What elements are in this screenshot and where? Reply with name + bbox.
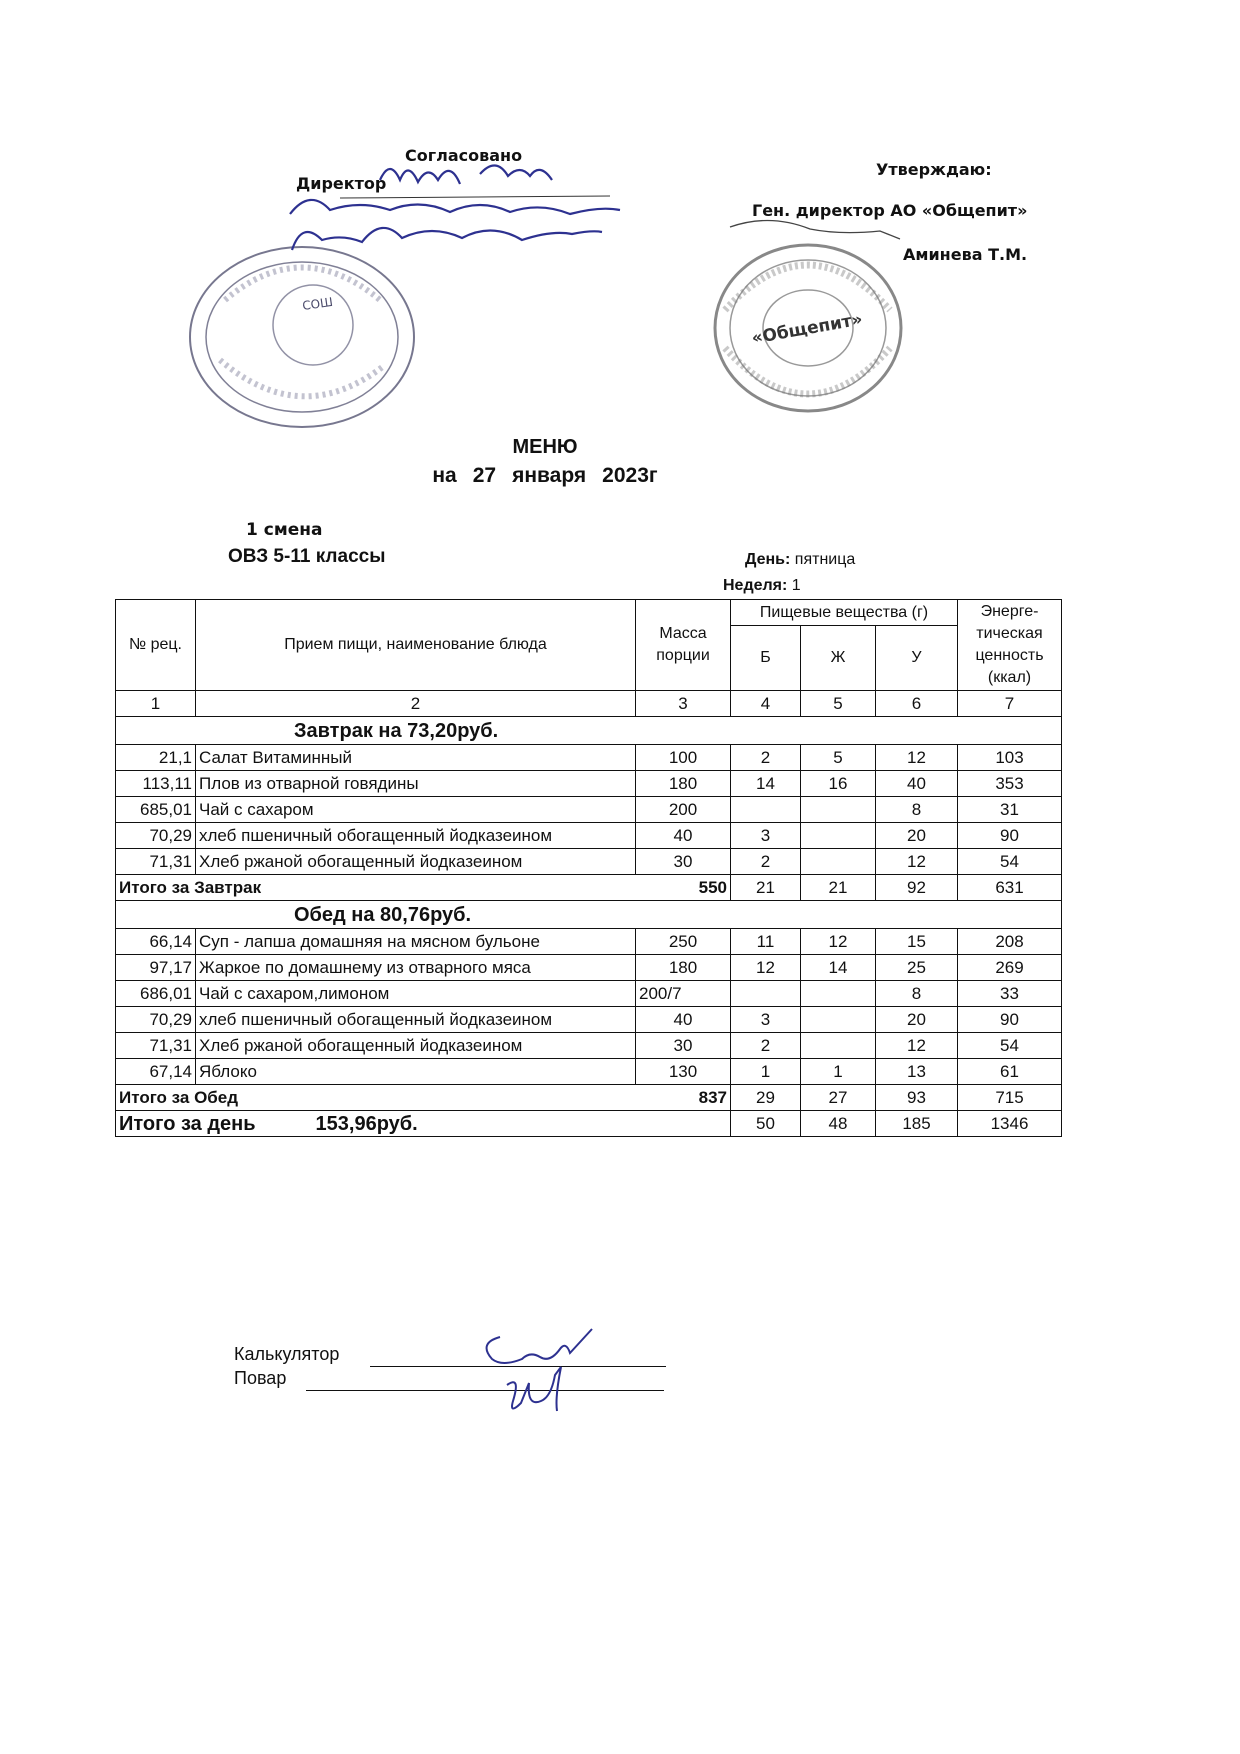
header-energy: Энерге-тическая ценность (ккал)	[958, 600, 1062, 691]
stamp-right-text: «Общепит»	[750, 309, 865, 349]
mass-cell: 180	[636, 955, 731, 981]
fat-cell	[801, 849, 876, 875]
calculator-label: Калькулятор	[234, 1344, 340, 1364]
mass-cell: 40	[636, 823, 731, 849]
kcal-cell: 208	[958, 929, 1062, 955]
kcal-cell: 269	[958, 955, 1062, 981]
breakfast-section-row	[116, 717, 1062, 745]
gen-director-label: Ген. директор АО «Общепит»	[752, 201, 1028, 220]
mass-cell: 30	[636, 849, 731, 875]
cook-label: Повар	[234, 1368, 287, 1388]
fat-cell	[801, 797, 876, 823]
dish-name-cell: Жаркое по домашнему из отварного мяса	[196, 955, 636, 981]
day-total-u: 185	[876, 1111, 958, 1137]
lunch-item-row	[116, 1033, 1062, 1059]
mass-cell: 130	[636, 1059, 731, 1085]
rec-cell: 70,29	[116, 823, 196, 849]
breakfast-total-u: 92	[876, 875, 958, 901]
kcal-cell: 61	[958, 1059, 1062, 1085]
mass-cell: 200	[636, 797, 731, 823]
lunch-item-row	[116, 929, 1062, 955]
header-name: Прием пищи, наименование блюда	[196, 600, 636, 691]
breakfast-total-zh: 21	[801, 875, 876, 901]
dish-name-cell: хлеб пшеничный обогащенный йодказеином	[196, 823, 636, 849]
day-total-label: Итого за день	[119, 1112, 256, 1135]
carb-cell: 15	[876, 929, 958, 955]
group-label: ОВЗ 5-11 классы	[228, 546, 386, 567]
rec-cell: 685,01	[116, 797, 196, 823]
lunch-total-label: Итого за Обед	[116, 1085, 636, 1111]
lunch-total-u: 93	[876, 1085, 958, 1111]
date-year: 2023г	[602, 464, 658, 487]
carb-cell: 13	[876, 1059, 958, 1085]
rec-cell: 21,1	[116, 745, 196, 771]
fat-cell	[801, 823, 876, 849]
header-mass: Масса порции	[636, 600, 731, 691]
breakfast-total-label: Итого за Завтрак	[116, 875, 636, 901]
carb-cell: 25	[876, 955, 958, 981]
header-b: Б	[731, 626, 801, 691]
cook-signature	[495, 1365, 605, 1430]
lunch-total-kcal: 715	[958, 1085, 1062, 1111]
carb-cell: 8	[876, 797, 958, 823]
rec-cell: 97,17	[116, 955, 196, 981]
protein-cell: 12	[731, 955, 801, 981]
rec-cell: 70,29	[116, 1007, 196, 1033]
menu-table	[115, 599, 1062, 1137]
mass-cell: 40	[636, 1007, 731, 1033]
carb-cell: 20	[876, 823, 958, 849]
dish-name-cell: Плов из отварной говядины	[196, 771, 636, 797]
lunch-item-row	[116, 955, 1062, 981]
day-total-b: 50	[731, 1111, 801, 1137]
header-nutrients: Пищевые вещества (г)	[731, 600, 958, 626]
breakfast-item-row	[116, 771, 1062, 797]
header-row	[116, 600, 1062, 626]
obshchepit-stamp	[710, 240, 910, 420]
lunch-total-row	[116, 1085, 1062, 1111]
menu-heading: МЕНЮ	[512, 436, 578, 458]
carb-cell: 40	[876, 771, 958, 797]
kcal-cell: 103	[958, 745, 1062, 771]
protein-cell	[731, 981, 801, 1007]
day-total-zh: 48	[801, 1111, 876, 1137]
breakfast-item-row	[116, 797, 1062, 823]
day-field	[745, 551, 855, 569]
protein-cell: 1	[731, 1059, 801, 1085]
breakfast-item-row	[116, 823, 1062, 849]
mass-cell: 100	[636, 745, 731, 771]
colnum: 3	[636, 691, 731, 717]
protein-cell: 11	[731, 929, 801, 955]
fat-cell	[801, 1033, 876, 1059]
kcal-cell: 54	[958, 1033, 1062, 1059]
day-label: День:	[745, 551, 791, 568]
date-day: 27	[472, 464, 497, 487]
dish-name-cell: Яблоко	[196, 1059, 636, 1085]
mass-cell: 200/7	[636, 981, 731, 1007]
breakfast-total-row	[116, 875, 1062, 901]
fat-cell	[801, 1007, 876, 1033]
lunch-item-row	[116, 981, 1062, 1007]
rec-cell: 686,01	[116, 981, 196, 1007]
day-total-cell	[116, 1111, 731, 1137]
carb-cell: 20	[876, 1007, 958, 1033]
protein-cell: 3	[731, 823, 801, 849]
colnum: 2	[196, 691, 636, 717]
rec-cell: 66,14	[116, 929, 196, 955]
date-month: января	[512, 464, 587, 487]
colnum: 1	[116, 691, 196, 717]
dish-name-cell: Салат Витаминный	[196, 745, 636, 771]
day-total-row	[116, 1111, 1062, 1137]
director-label: Директор	[296, 174, 387, 193]
header-rec: № рец.	[116, 600, 196, 691]
fat-cell: 16	[801, 771, 876, 797]
week-label: Неделя:	[723, 577, 788, 594]
lunch-item-row	[116, 1059, 1062, 1085]
colnum: 7	[958, 691, 1062, 717]
mass-cell: 30	[636, 1033, 731, 1059]
breakfast-title: Завтрак на 73,20руб.	[116, 717, 1062, 745]
breakfast-item-row	[116, 849, 1062, 875]
dish-name-cell: хлеб пшеничный обогащенный йодказеином	[196, 1007, 636, 1033]
fat-cell: 5	[801, 745, 876, 771]
lunch-total-b: 29	[731, 1085, 801, 1111]
shift-label: 1 смена	[246, 520, 323, 540]
day-total-kcal: 1346	[958, 1111, 1062, 1137]
menu-date	[0, 464, 1090, 488]
kcal-cell: 31	[958, 797, 1062, 823]
kcal-cell: 90	[958, 823, 1062, 849]
fat-cell: 12	[801, 929, 876, 955]
colnum-row	[116, 691, 1062, 717]
header-zh: Ж	[801, 626, 876, 691]
breakfast-total-kcal: 631	[958, 875, 1062, 901]
carb-cell: 12	[876, 745, 958, 771]
colnum: 6	[876, 691, 958, 717]
lunch-item-row	[116, 1007, 1062, 1033]
rec-cell: 71,31	[116, 1033, 196, 1059]
day-total-price: 153,96руб.	[315, 1112, 418, 1135]
rec-cell: 71,31	[116, 849, 196, 875]
rec-cell: 67,14	[116, 1059, 196, 1085]
fat-cell: 14	[801, 955, 876, 981]
stamp-left-text: СОШ	[301, 294, 334, 313]
lunch-total-mass: 837	[636, 1085, 731, 1111]
header-u: У	[876, 626, 958, 691]
breakfast-item-row	[116, 745, 1062, 771]
kcal-cell: 54	[958, 849, 1062, 875]
dish-name-cell: Хлеб ржаной обогащенный йодказеином	[196, 1033, 636, 1059]
dish-name-cell: Хлеб ржаной обогащенный йодказеином	[196, 849, 636, 875]
colnum: 4	[731, 691, 801, 717]
dish-name-cell: Чай с сахаром	[196, 797, 636, 823]
mass-cell: 180	[636, 771, 731, 797]
kcal-cell: 353	[958, 771, 1062, 797]
dish-name-cell: Суп - лапша домашняя на мясном бульоне	[196, 929, 636, 955]
agreed-label: Согласовано	[405, 146, 523, 165]
lunch-total-zh: 27	[801, 1085, 876, 1111]
director-signature	[280, 150, 660, 270]
protein-cell: 2	[731, 1033, 801, 1059]
protein-cell	[731, 797, 801, 823]
mass-cell: 250	[636, 929, 731, 955]
lunch-title: Обед на 80,76руб.	[116, 901, 1062, 929]
fat-cell	[801, 981, 876, 1007]
protein-cell: 2	[731, 745, 801, 771]
protein-cell: 2	[731, 849, 801, 875]
day-value: пятница	[794, 551, 856, 568]
colnum: 5	[801, 691, 876, 717]
approve-label: Утверждаю:	[876, 160, 992, 179]
cook-line	[306, 1390, 664, 1391]
week-value: 1	[791, 577, 801, 594]
gen-director-name: Аминева Т.М.	[903, 245, 1028, 264]
week-field	[723, 577, 801, 595]
kcal-cell: 33	[958, 981, 1062, 1007]
protein-cell: 3	[731, 1007, 801, 1033]
protein-cell: 14	[731, 771, 801, 797]
date-prefix: на	[432, 464, 457, 487]
gen-director-signature	[725, 215, 905, 265]
carb-cell: 8	[876, 981, 958, 1007]
kcal-cell: 90	[958, 1007, 1062, 1033]
breakfast-total-mass: 550	[636, 875, 731, 901]
carb-cell: 12	[876, 849, 958, 875]
dish-name-cell: Чай с сахаром,лимоном	[196, 981, 636, 1007]
breakfast-total-b: 21	[731, 875, 801, 901]
fat-cell: 1	[801, 1059, 876, 1085]
lunch-section-row	[116, 901, 1062, 929]
carb-cell: 12	[876, 1033, 958, 1059]
rec-cell: 113,11	[116, 771, 196, 797]
